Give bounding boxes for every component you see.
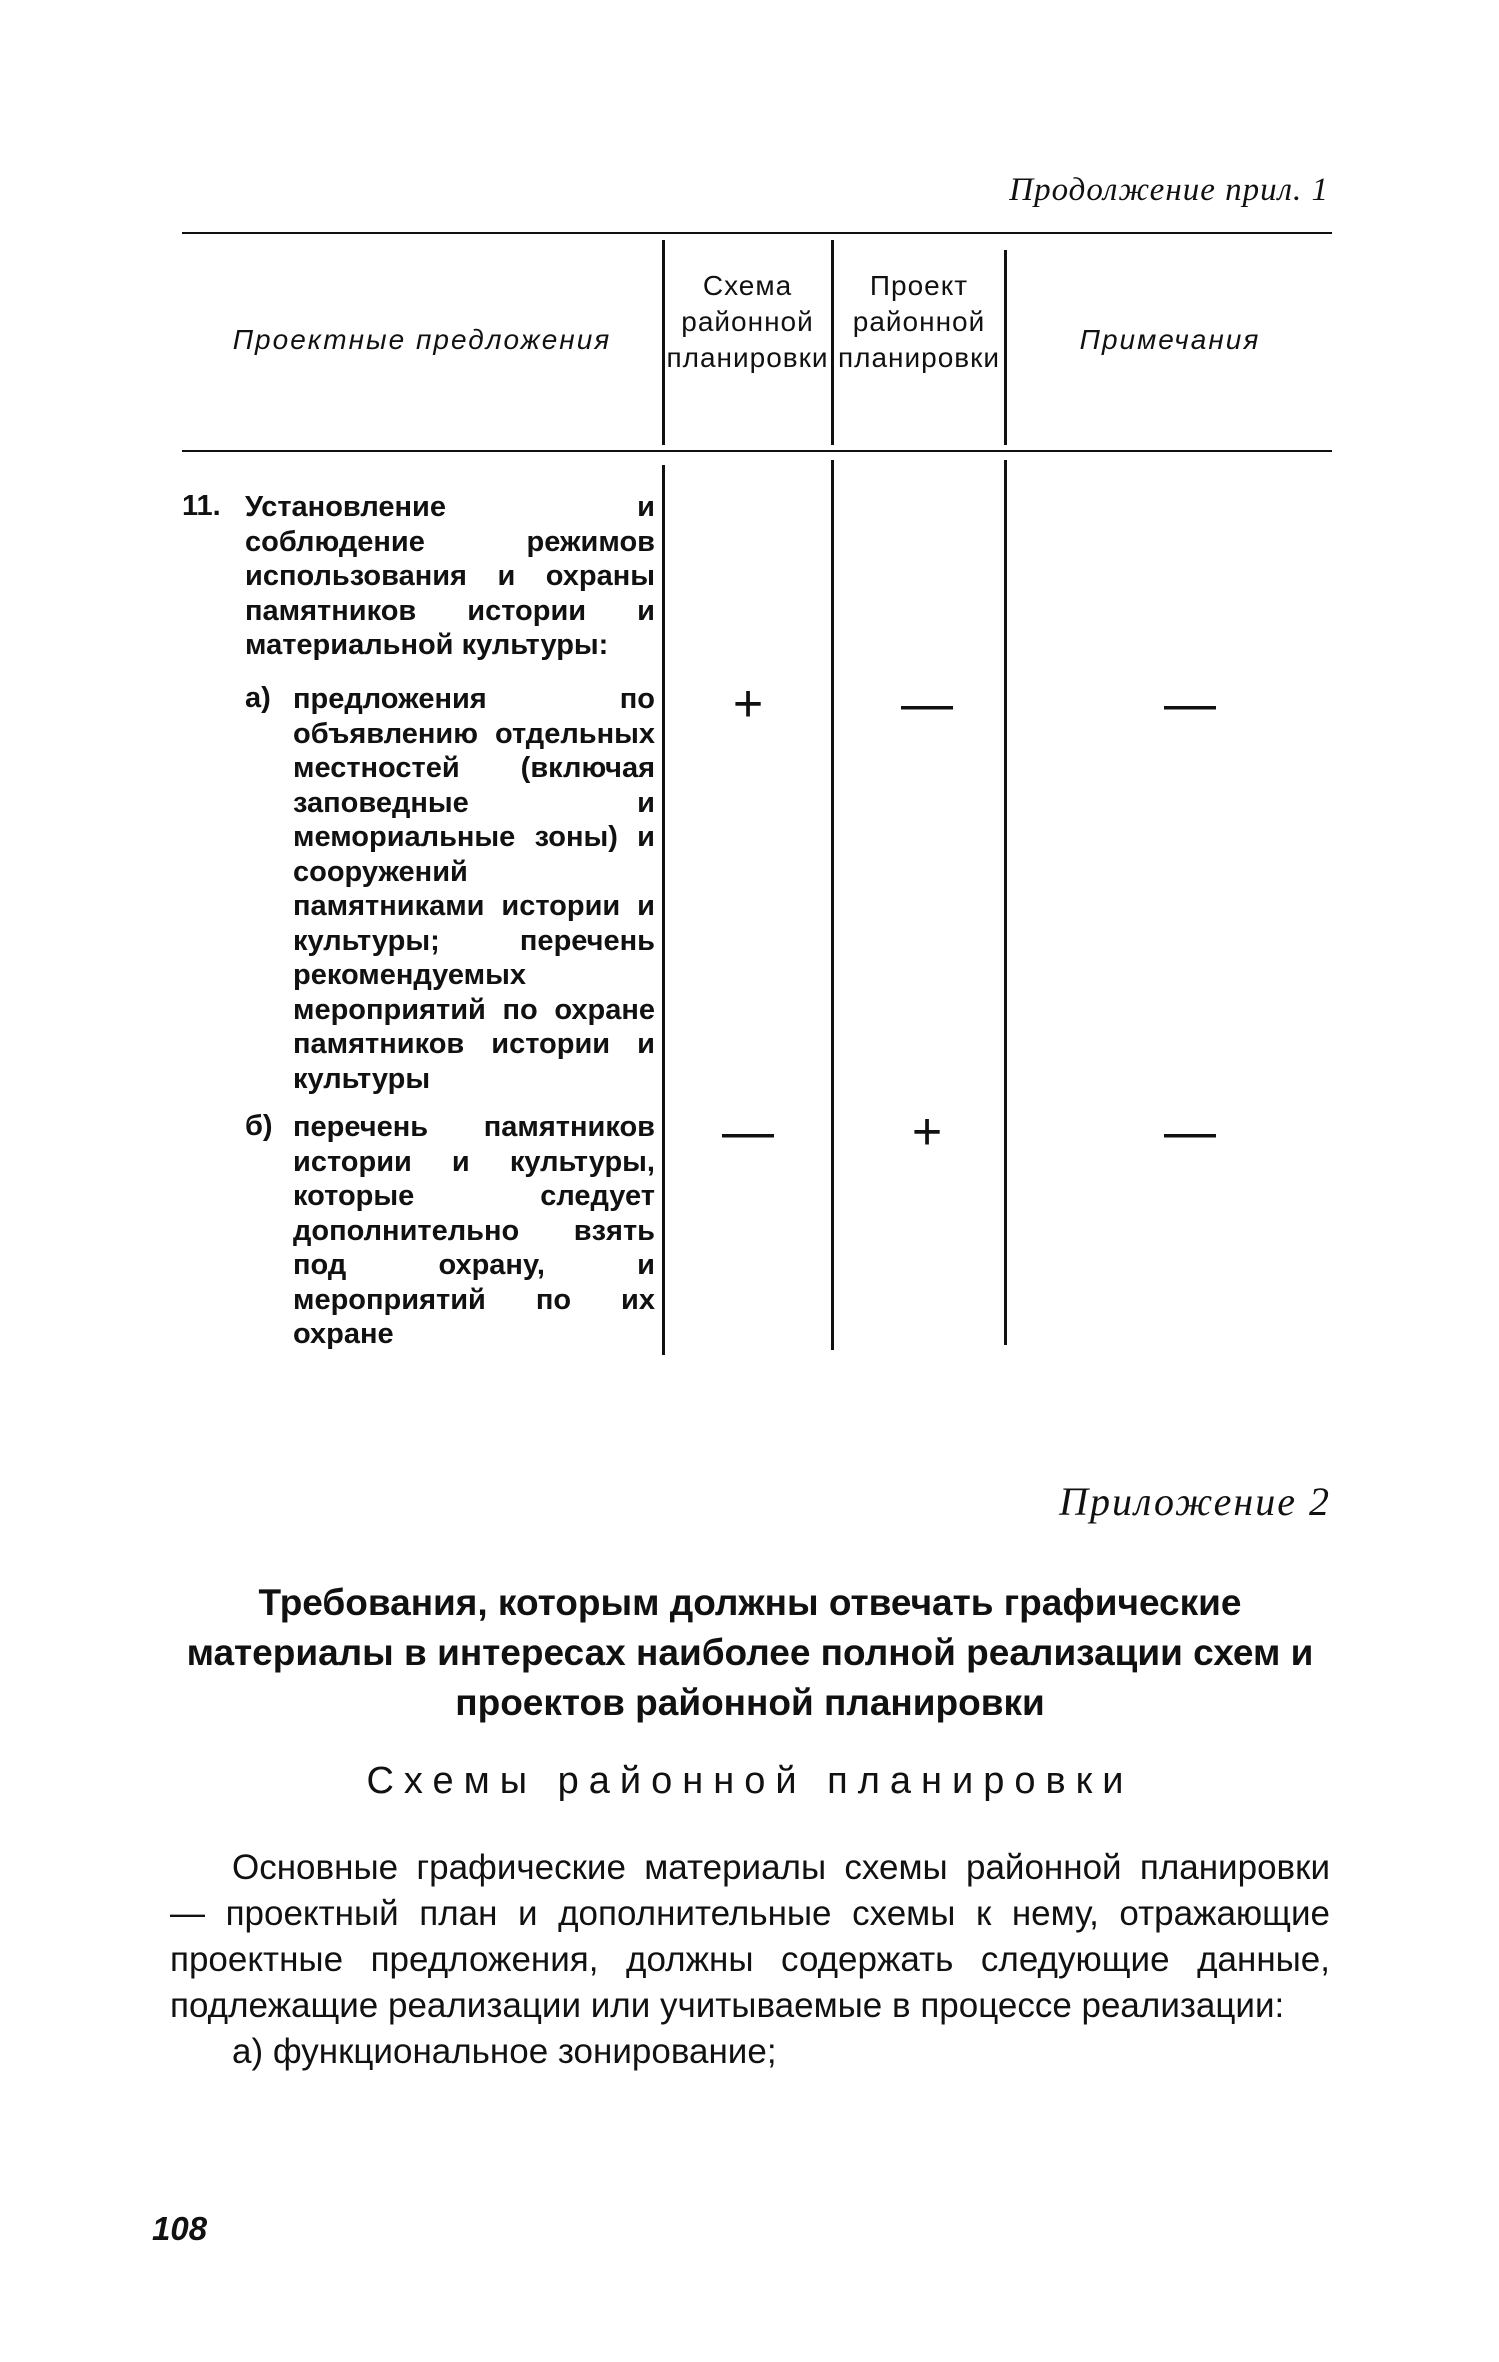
item-11-number: 11. xyxy=(182,490,221,522)
page-number: 108 xyxy=(152,2210,208,2247)
column-divider-1-body xyxy=(662,465,665,1355)
item-b-project-mark: + xyxy=(911,1103,943,1161)
header-scheme: Схема районной планировки xyxy=(666,270,829,373)
body-item-a: а) функциональное зонирование; xyxy=(232,2032,777,2071)
item-a-notes-mark: — xyxy=(1164,675,1216,733)
column-divider-2-body xyxy=(831,460,834,1350)
body-paragraph: Основные графические материалы схемы районной планировки — проектный план и дополнительные схемы к нему, отражающие проектные предложения, должны содержать следующие данные, подлежащие реализации или учитываемые в процессе реализации: xyxy=(170,1848,1330,2025)
item-a-label: а) xyxy=(245,682,271,714)
item-b-scheme-mark: — xyxy=(722,1103,774,1161)
table-header-rule xyxy=(182,450,1332,452)
item-a-text: предложения по объявлению отдельных местностей (включая заповедные и мемориальные зоны) и сооружений памятниками истории и культуры; перечень рекомендуемых мероприятий по охране памятников истории и культуры xyxy=(293,683,655,1095)
item-a-project-mark: — xyxy=(901,675,953,733)
section-title: Схемы районной планировки xyxy=(366,1760,1134,1802)
column-divider-3-body xyxy=(1004,460,1007,1345)
continued-label: Продолжение прил. 1 xyxy=(1009,172,1329,208)
header-project: Проект районной планировки xyxy=(837,270,1001,373)
item-b-text: перечень памятников истории и культуры, которые следует дополнительно взять под охрану, и мероприятий по их охране xyxy=(293,1111,655,1350)
item-b-notes-mark: — xyxy=(1164,1103,1216,1161)
header-proposals: Проектные предложения xyxy=(232,324,612,355)
item-11-text: Установление и соблюдение режимов использования и охраны памятников истории и материальной культуры: xyxy=(245,491,655,661)
body-text xyxy=(170,1845,1330,2075)
table-top-rule xyxy=(182,232,1332,234)
item-a-scheme-mark: + xyxy=(732,675,764,733)
appendix-label: Приложение 2 xyxy=(1059,1479,1331,1524)
requirements-title: Требования, которым должны отвечать графические материалы в интересах наиболее полной реализации схем и проектов районной планировки xyxy=(186,1582,1314,1723)
column-divider-3 xyxy=(1004,250,1007,445)
item-b-label: б) xyxy=(245,1110,273,1142)
header-notes: Примечания xyxy=(1079,324,1261,355)
